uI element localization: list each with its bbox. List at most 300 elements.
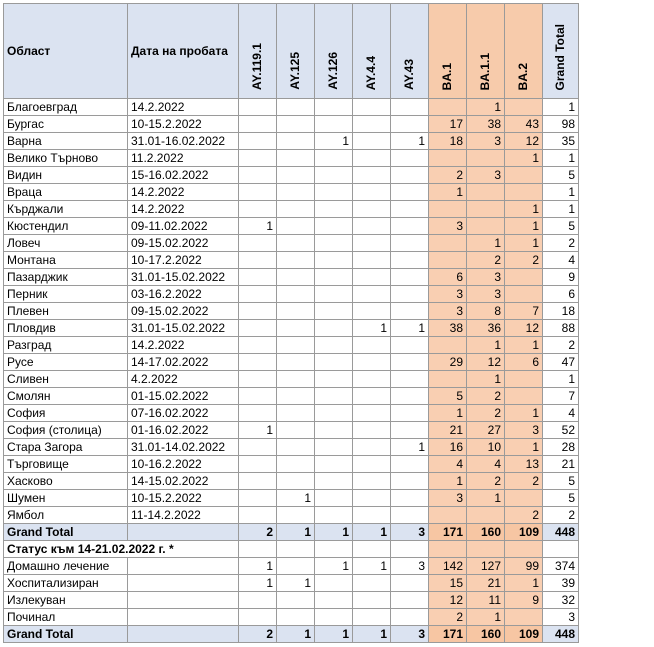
value-cell: 1 <box>467 490 505 507</box>
table-row <box>4 184 579 201</box>
value-cell <box>239 286 277 303</box>
value-cell: 3 <box>429 303 467 320</box>
value-cell <box>277 167 315 184</box>
value-cell <box>277 116 315 133</box>
region-cell: Варна <box>4 133 128 150</box>
header-label: AY.119.1 <box>250 43 264 90</box>
variant-table-container <box>3 3 579 643</box>
date-cell: 01-16.02.2022 <box>128 422 239 439</box>
value-cell: 3 <box>429 286 467 303</box>
date-cell: 10-16.2.2022 <box>128 456 239 473</box>
empty-cell <box>467 541 505 558</box>
value-cell: 1 <box>239 218 277 235</box>
value-cell <box>239 609 277 626</box>
value-cell <box>277 473 315 490</box>
value-cell: 36 <box>467 320 505 337</box>
header-ba-1-1 <box>467 4 505 99</box>
value-cell <box>315 575 353 592</box>
region-cell: Пловдив <box>4 320 128 337</box>
value-cell: 1 <box>277 626 315 643</box>
value-cell <box>467 218 505 235</box>
region-cell: Благоевград <box>4 99 128 116</box>
value-cell <box>239 320 277 337</box>
value-cell: 2 <box>239 524 277 541</box>
value-cell <box>239 473 277 490</box>
value-cell: 16 <box>429 439 467 456</box>
date-cell: 14-17.02.2022 <box>128 354 239 371</box>
value-cell: 2 <box>239 626 277 643</box>
value-cell: 28 <box>543 439 579 456</box>
variant-table <box>3 3 579 643</box>
table-row <box>4 133 579 150</box>
value-cell <box>505 184 543 201</box>
value-cell <box>315 303 353 320</box>
value-cell <box>429 99 467 116</box>
value-cell <box>353 252 391 269</box>
value-cell <box>353 201 391 218</box>
region-cell: Враца <box>4 184 128 201</box>
value-cell <box>315 184 353 201</box>
value-cell <box>277 303 315 320</box>
value-cell: 127 <box>467 558 505 575</box>
value-cell <box>353 490 391 507</box>
date-cell: 09-11.02.2022 <box>128 218 239 235</box>
region-cell: Ловеч <box>4 235 128 252</box>
value-cell: 1 <box>353 626 391 643</box>
value-cell: 4 <box>467 456 505 473</box>
date-cell: 10-17.2.2022 <box>128 252 239 269</box>
value-cell <box>353 133 391 150</box>
table-row <box>4 337 579 354</box>
header-ba-1 <box>429 4 467 99</box>
value-cell: 12 <box>467 354 505 371</box>
value-cell <box>277 592 315 609</box>
table-row <box>4 405 579 422</box>
value-cell <box>353 286 391 303</box>
value-cell <box>391 354 429 371</box>
empty-cell <box>505 541 543 558</box>
value-cell: 1 <box>505 575 543 592</box>
empty-cell <box>128 592 239 609</box>
value-cell: 38 <box>429 320 467 337</box>
region-cell: София <box>4 405 128 422</box>
value-cell <box>353 405 391 422</box>
region-cell: Шумен <box>4 490 128 507</box>
value-cell <box>429 371 467 388</box>
value-cell <box>277 150 315 167</box>
table-row <box>4 320 579 337</box>
region-cell: Кюстендил <box>4 218 128 235</box>
header-ay-125 <box>277 4 315 99</box>
value-cell: 1 <box>505 150 543 167</box>
value-cell <box>353 99 391 116</box>
value-cell: 1 <box>505 218 543 235</box>
header-ba-2 <box>505 4 543 99</box>
value-cell: 1 <box>467 99 505 116</box>
status-label-cell: Излекуван <box>4 592 128 609</box>
value-cell: 1 <box>315 133 353 150</box>
value-cell: 1 <box>505 337 543 354</box>
value-cell: 160 <box>467 626 505 643</box>
value-cell <box>239 371 277 388</box>
value-cell: 1 <box>467 609 505 626</box>
table-row <box>4 473 579 490</box>
header-label: Grand Total <box>553 23 567 90</box>
value-cell: 5 <box>543 218 579 235</box>
table-body <box>4 99 579 643</box>
value-cell <box>239 235 277 252</box>
value-cell: 5 <box>543 473 579 490</box>
value-cell <box>429 252 467 269</box>
value-cell: 1 <box>543 201 579 218</box>
value-cell: 5 <box>429 388 467 405</box>
value-cell <box>353 473 391 490</box>
value-cell <box>353 303 391 320</box>
status-label-cell: Домашно лечение <box>4 558 128 575</box>
value-cell <box>467 201 505 218</box>
value-cell: 3 <box>467 133 505 150</box>
value-cell: 3 <box>505 422 543 439</box>
date-cell: 10-15.2.2022 <box>128 490 239 507</box>
value-cell <box>315 371 353 388</box>
status-header-label: Статус към 14-21.02.2022 г. * <box>4 541 239 558</box>
value-cell <box>239 184 277 201</box>
value-cell: 12 <box>505 320 543 337</box>
value-cell <box>239 269 277 286</box>
status-header-row <box>4 541 579 558</box>
value-cell <box>353 507 391 524</box>
value-cell <box>429 235 467 252</box>
value-cell: 109 <box>505 524 543 541</box>
value-cell <box>353 167 391 184</box>
value-cell: 5 <box>543 490 579 507</box>
value-cell: 2 <box>429 609 467 626</box>
value-cell <box>277 184 315 201</box>
value-cell <box>239 167 277 184</box>
value-cell: 6 <box>505 354 543 371</box>
region-cell: Ямбол <box>4 507 128 524</box>
value-cell: 11 <box>467 592 505 609</box>
value-cell: 3 <box>391 626 429 643</box>
region-cell: Русе <box>4 354 128 371</box>
value-cell <box>505 286 543 303</box>
value-cell: 1 <box>315 558 353 575</box>
value-cell <box>353 371 391 388</box>
region-cell: Бургас <box>4 116 128 133</box>
value-cell <box>353 184 391 201</box>
value-cell <box>353 337 391 354</box>
value-cell <box>353 269 391 286</box>
value-cell <box>391 388 429 405</box>
value-cell <box>277 286 315 303</box>
value-cell: 448 <box>543 626 579 643</box>
value-cell: 1 <box>543 150 579 167</box>
value-cell <box>391 575 429 592</box>
value-cell <box>429 201 467 218</box>
value-cell: 1 <box>429 405 467 422</box>
value-cell: 21 <box>543 456 579 473</box>
value-cell <box>505 99 543 116</box>
table-row <box>4 235 579 252</box>
value-cell: 3 <box>543 609 579 626</box>
region-cell: Смолян <box>4 388 128 405</box>
value-cell <box>315 439 353 456</box>
date-cell: 11.2.2022 <box>128 150 239 167</box>
value-cell <box>391 99 429 116</box>
value-cell <box>315 320 353 337</box>
date-cell: 31.01-14.02.2022 <box>128 439 239 456</box>
value-cell: 171 <box>429 626 467 643</box>
date-cell: 31.01-15.02.2022 <box>128 269 239 286</box>
value-cell <box>239 116 277 133</box>
region-cell: Кърджали <box>4 201 128 218</box>
value-cell <box>277 439 315 456</box>
value-cell: 2 <box>467 388 505 405</box>
empty-cell <box>128 575 239 592</box>
value-cell: 1 <box>467 337 505 354</box>
value-cell <box>391 269 429 286</box>
header-label: AY.43 <box>402 59 416 90</box>
date-cell: 14.2.2022 <box>128 99 239 116</box>
value-cell: 2 <box>543 235 579 252</box>
value-cell: 99 <box>505 558 543 575</box>
value-cell <box>391 507 429 524</box>
value-cell <box>277 133 315 150</box>
value-cell: 1 <box>505 405 543 422</box>
value-cell <box>505 388 543 405</box>
value-cell <box>467 150 505 167</box>
value-cell: 4 <box>429 456 467 473</box>
value-cell: 2 <box>467 405 505 422</box>
value-cell <box>239 490 277 507</box>
table-row <box>4 99 579 116</box>
value-cell <box>277 99 315 116</box>
value-cell: 12 <box>505 133 543 150</box>
value-cell: 2 <box>505 507 543 524</box>
table-row <box>4 303 579 320</box>
value-cell <box>277 320 315 337</box>
value-cell <box>353 592 391 609</box>
region-cell: Монтана <box>4 252 128 269</box>
value-cell <box>239 201 277 218</box>
empty-cell <box>391 541 429 558</box>
empty-cell <box>128 609 239 626</box>
date-cell: 14-15.02.2022 <box>128 473 239 490</box>
header-label: AY.126 <box>326 52 340 90</box>
table-row <box>4 490 579 507</box>
value-cell: 1 <box>543 371 579 388</box>
value-cell <box>315 167 353 184</box>
table-row <box>4 201 579 218</box>
status-row <box>4 592 579 609</box>
value-cell <box>277 371 315 388</box>
value-cell: 47 <box>543 354 579 371</box>
value-cell: 1 <box>315 626 353 643</box>
value-cell: 1 <box>467 371 505 388</box>
region-cell: Велико Търново <box>4 150 128 167</box>
value-cell: 3 <box>391 524 429 541</box>
value-cell: 3 <box>429 490 467 507</box>
value-cell: 1 <box>505 235 543 252</box>
value-cell <box>505 609 543 626</box>
value-cell <box>277 456 315 473</box>
value-cell <box>315 422 353 439</box>
value-cell <box>315 507 353 524</box>
value-cell <box>353 116 391 133</box>
value-cell <box>315 150 353 167</box>
table-row <box>4 218 579 235</box>
value-cell: 43 <box>505 116 543 133</box>
value-cell: 88 <box>543 320 579 337</box>
empty-cell <box>239 541 277 558</box>
header-label: BA.2 <box>516 62 530 90</box>
value-cell: 448 <box>543 524 579 541</box>
date-cell: 31.01-16.02.2022 <box>128 133 239 150</box>
table-row <box>4 507 579 524</box>
date-cell: 07-16.02.2022 <box>128 405 239 422</box>
value-cell: 3 <box>429 218 467 235</box>
value-cell <box>277 507 315 524</box>
value-cell: 32 <box>543 592 579 609</box>
region-cell: Пазарджик <box>4 269 128 286</box>
value-cell <box>315 354 353 371</box>
value-cell: 3 <box>467 167 505 184</box>
value-cell: 1 <box>277 575 315 592</box>
value-cell: 109 <box>505 626 543 643</box>
value-cell <box>353 609 391 626</box>
value-cell: 1 <box>429 473 467 490</box>
region-cell: Плевен <box>4 303 128 320</box>
value-cell <box>277 252 315 269</box>
value-cell <box>353 422 391 439</box>
value-cell <box>277 422 315 439</box>
value-cell <box>467 184 505 201</box>
value-cell <box>391 473 429 490</box>
value-cell <box>277 337 315 354</box>
value-cell: 1 <box>543 184 579 201</box>
value-cell <box>391 252 429 269</box>
value-cell <box>353 150 391 167</box>
value-cell <box>315 269 353 286</box>
value-cell <box>315 592 353 609</box>
value-cell <box>391 201 429 218</box>
value-cell <box>505 269 543 286</box>
value-cell: 1 <box>467 235 505 252</box>
date-cell: 14.2.2022 <box>128 184 239 201</box>
value-cell <box>239 252 277 269</box>
date-cell: 14.2.2022 <box>128 201 239 218</box>
value-cell <box>391 286 429 303</box>
value-cell: 1 <box>505 439 543 456</box>
value-cell: 1 <box>505 201 543 218</box>
empty-cell <box>429 541 467 558</box>
value-cell: 9 <box>505 592 543 609</box>
value-cell <box>353 218 391 235</box>
value-cell: 21 <box>429 422 467 439</box>
value-cell <box>277 405 315 422</box>
value-cell <box>391 337 429 354</box>
value-cell <box>315 116 353 133</box>
value-cell <box>239 592 277 609</box>
grand-total-label: Grand Total <box>4 524 128 541</box>
value-cell: 3 <box>467 286 505 303</box>
value-cell <box>277 558 315 575</box>
table-row <box>4 422 579 439</box>
value-cell <box>391 150 429 167</box>
value-cell <box>353 388 391 405</box>
value-cell <box>353 235 391 252</box>
value-cell <box>239 303 277 320</box>
region-cell: Видин <box>4 167 128 184</box>
value-cell <box>391 167 429 184</box>
value-cell <box>353 456 391 473</box>
status-row <box>4 558 579 575</box>
value-cell: 2 <box>429 167 467 184</box>
date-cell: 14.2.2022 <box>128 337 239 354</box>
value-cell: 1 <box>391 320 429 337</box>
value-cell: 1 <box>239 575 277 592</box>
value-cell: 1 <box>391 133 429 150</box>
header-row <box>4 4 579 99</box>
header-ay-4-4 <box>353 4 391 99</box>
value-cell: 52 <box>543 422 579 439</box>
header-label: BA.1 <box>440 62 454 90</box>
value-cell: 1 <box>353 524 391 541</box>
value-cell: 8 <box>467 303 505 320</box>
grand-total-row <box>4 524 579 541</box>
value-cell <box>391 218 429 235</box>
value-cell <box>315 218 353 235</box>
table-row <box>4 388 579 405</box>
date-cell: 11-14.2.2022 <box>128 507 239 524</box>
value-cell: 1 <box>315 524 353 541</box>
header-label: BA.1.1 <box>478 52 492 90</box>
region-cell: Перник <box>4 286 128 303</box>
value-cell: 1 <box>543 99 579 116</box>
value-cell <box>277 269 315 286</box>
value-cell <box>315 235 353 252</box>
date-cell: 09-15.02.2022 <box>128 303 239 320</box>
value-cell: 15 <box>429 575 467 592</box>
value-cell: 98 <box>543 116 579 133</box>
value-cell <box>315 99 353 116</box>
date-cell: 4.2.2022 <box>128 371 239 388</box>
header-grand-total <box>543 4 579 99</box>
region-cell: Сливен <box>4 371 128 388</box>
value-cell: 4 <box>543 405 579 422</box>
header-label: AY.125 <box>288 52 302 90</box>
value-cell <box>239 507 277 524</box>
value-cell: 1 <box>353 558 391 575</box>
empty-cell <box>128 626 239 643</box>
value-cell: 2 <box>467 473 505 490</box>
status-row <box>4 575 579 592</box>
value-cell: 1 <box>239 422 277 439</box>
region-cell: Разград <box>4 337 128 354</box>
value-cell <box>239 133 277 150</box>
value-cell: 21 <box>467 575 505 592</box>
header-ay-43 <box>391 4 429 99</box>
value-cell <box>315 609 353 626</box>
value-cell <box>391 422 429 439</box>
value-cell: 29 <box>429 354 467 371</box>
value-cell: 1 <box>429 184 467 201</box>
value-cell <box>239 439 277 456</box>
value-cell <box>239 456 277 473</box>
value-cell <box>239 337 277 354</box>
value-cell: 3 <box>467 269 505 286</box>
value-cell: 1 <box>277 490 315 507</box>
